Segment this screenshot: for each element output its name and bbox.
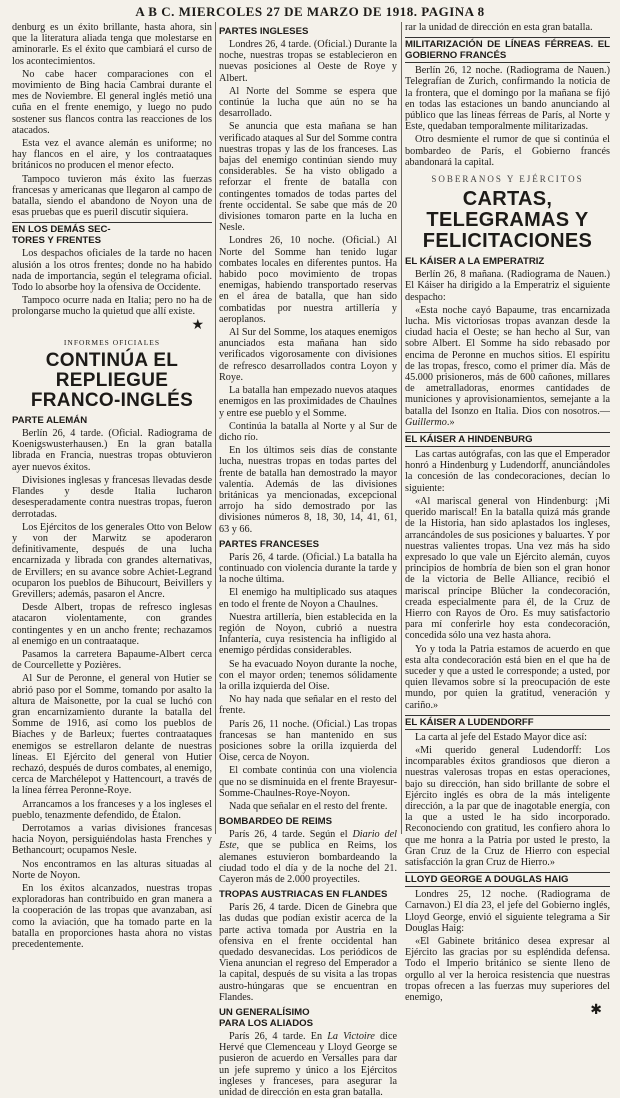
column-divider xyxy=(401,22,402,834)
subheading: EL KÁISER A LA EMPERATRIZ xyxy=(405,256,545,268)
paragraph: El enemigo ha multiplicado sus ataques en todo el frente de Noyon a Chaulnes. xyxy=(219,587,397,610)
subheading: MILITARIZACIÓN DE LÍNEAS FÉRREAS. EL GOBIERNO FRANCÉS xyxy=(405,39,610,62)
paragraph: Tampoco ocurre nada en Italia; pero no ha de prolongarse mucho la quietud que allí existe. xyxy=(12,295,212,318)
subheading-line: TORES Y FRENTES xyxy=(12,235,102,247)
paragraph xyxy=(219,1031,397,1098)
subheading-line: EN LOS DEMÁS SEC- xyxy=(12,224,111,236)
paragraph: París 26, 11 noche. (Oficial.) Las tropas francesas se han mantenido en sus posiciones sobre la orilla izquierda del Oise, cerca de Noyon. xyxy=(219,718,397,764)
paragraph: Divisiones inglesas y francesas llevadas desde Flandes y desde Italia lucharon desesperadamente contra nuestras tropas, fueron derrotadas. xyxy=(12,474,212,520)
paragraph: «El Gabinete británico desea expresar al Ejército las gracias por su espléndida defensa. Todo el Imperio británico se siente lleno de orgullo al ver la heroica resistencia que nuestras tropas ofrecen a las fuerzas muy superiores del enemigo, xyxy=(405,936,610,1004)
paragraph: Al Norte del Somme se espera que continúe la lucha que aún no se ha desarrollado. xyxy=(219,85,397,120)
headline: CONTINÚA EL REPLIEGUE FRANCO-INGLÉS xyxy=(30,350,194,412)
paragraph: Al Sur del Somme, los ataques enemigos anunciados esta mañana han sido verificados vigorosamente con divisiones de refresco desarrollados contra Loyon y Roye. xyxy=(219,327,397,383)
headline: CARTAS, TELEGRAMAS Y FELICITACIONES xyxy=(422,188,593,253)
paragraph: Londres 26, 4 tarde. (Oficial.) Durante la noche, nuestras tropas se establecieron en nuevas posiciones al Oeste de Roye y Albert. xyxy=(219,39,397,84)
paragraph: París 26, 4 tarde. Dicen de Ginebra que las dudas que podían existir acerca de la parte activa tomada por Austria en la ofensiva en el frente occidental han quedado desvanecidas. Los periódicos de Viena anuncian el regreso del Emperador a la capital, después de su visita a las tropas austro-húngaras que se encuentran en Flandes. xyxy=(219,902,397,1003)
paragraph xyxy=(219,829,397,885)
newspaper-title: Diario del Este xyxy=(219,829,397,852)
newspaper-title: La Victoire xyxy=(327,1031,375,1043)
paragraph: Arrancamos a los franceses y a los ingleses el pueblo, tenazmente defendido, de Étalon. xyxy=(12,798,212,821)
column-3 xyxy=(405,22,610,1019)
text-run: .» xyxy=(446,416,455,428)
subheading xyxy=(12,222,212,246)
subheading: EL KÁISER A HINDENBURG xyxy=(405,432,610,447)
paragraph: Esta vez el avance alemán es uniforme; no hay flancos en el aire, y los contraataques británicos no producen el menor efecto. xyxy=(12,138,212,172)
paragraph: Los despachos oficiales de la tarde no hacen alusión a los otros frentes; donde no ha habido nada de importancia, según el telegrama oficial. Todo lo absorbe hoy la ofensiva de Occidente. xyxy=(12,248,212,294)
paragraph: Los Ejércitos de los generales Otto von Below y von der Marwitz se apoderaron definitivamente, después de una lucha encarnizada y librada con grandes alternativas, de Ervillers; en su avance sobre Achiet-Legrand ocuparon los pueblos de Bihucourt, Beivillers y Grevillers; además, pasaron el Ancre. xyxy=(12,521,212,600)
subheading: PARTES INGLESES xyxy=(219,26,309,37)
paragraph: Berlín 26, 4 tarde. (Oficial. Radiograma de Koenigswusterhausen.) En la gran batalla librada en Francia, nuestras tropas obtuvieron ayer nuevos éxitos. xyxy=(12,428,212,473)
paragraph: Desde Albert, tropas de refresco inglesas atacaron violentamente, con grandes contingentes y en un ancho frente; rechazamos al enemigo en un contraataque. xyxy=(12,602,212,647)
paragraph: En los últimos seis días de constante lucha, nuestras tropas en todas partes del frente de batalla han demostrado la mayor valentía. Además de las divisiones británicas ya mencionadas, excepcional arrojo ha sido demostrado por las divisiones números 8, 18, 30, 14, 41, 61, 63 y 66. xyxy=(219,445,397,535)
paragraph: rar la unidad de dirección en esta gran batalla. xyxy=(405,22,593,33)
masthead: A B C. MIERCOLES 27 DE MARZO DE 1918. PAGINA 8 xyxy=(135,4,485,19)
paragraph: Nada que señalar en el resto del frente. xyxy=(229,801,388,812)
paragraph: denburg es un éxito brillante, hasta ahora, sin que la literatura aliada tenga que molestarse en aminorarle. Es el éxito que cambiará el curso de los acontecimientos. xyxy=(12,22,212,67)
paragraph: Se ha evacuado Noyon durante la noche, con el mayor orden; tenemos sólidamente la orilla izquierda del Oise. xyxy=(219,658,397,692)
paragraph: París 26, 4 tarde. (Oficial.) La batalla ha continuado con violencia durante la tarde y la noche última. xyxy=(219,551,397,586)
paragraph: Pasamos la carretera Bapaume-Albert cerca de Courcellette y Pozières. xyxy=(12,648,212,672)
text-run: «Esta noche cayó Bapaume, tras encarnizada lucha. Mis victoriosas tropas avanzan desde la ciudad hacia el Oeste; se han hecho al Sur, van sobre Albert. El Somme ha sido rebasado por encima de Peronne en muchos sitios. El espíritu de las tropas, fresco, como el primer día. Más de 45.000 prisioneros, más de 600 cañones, millares de ametralladoras, enormes cantidades de municiones y aprovisionamientos, semejante a la batalla del Isonzo en Italia. Dios con nosotros.— xyxy=(405,304,610,417)
subheading-line: UN GENERALÍSIMO xyxy=(219,1007,310,1019)
paragraph: «Mi querido general Ludendorff: Los incomparables éxitos grandiosos que dieron a nuestras valerosas tropas en estas operaciones, bajo su dirección, han sido brillante de sobre el Ejército inglés es obra de la más inteligente dirección, a la par que de inagotable energía, con la que a usted le ha sido incorporado. Reconociendo con gratitud, les confiero ahora lo que me honra a la Patria por usted le presto, la Gran Cruz de la Cruz de Hierro con especial satisfacción la gran Cruz de Hierro.» xyxy=(405,744,610,868)
subheading: PARTE ALEMÁN xyxy=(12,415,88,427)
paragraph: Berlín 26, 8 mañana. (Radiograma de Nauen.) El Káiser ha dirigido a la Emperatriz el siguiente despacho: xyxy=(405,269,610,303)
paragraph: Londres 26, 10 noche. (Oficial.) Al Norte del Somme han tenido lugar combates locales en diferentes puntos. Ha habido poco movimiento de tropas enemigas, habiendo transportado reservas en el área de batalla, que han sido combatidas por nuestra artillería y aeroplanos. xyxy=(219,235,397,325)
paragraph: «Al mariscal general von Hindenburg: ¡Mi querido mariscal! En la batalla quizá más grande de la Historia, han sido aplastados los ingleses, arrancándoles de sus posiciones y baluartes. Y por nuestras valientes tropas. Una vez más ha sido expresado lo que vale un Ejército alemán, cuyos principios de hombría de bien son el gran honor de la victoria de Belle Alliance, recibió el mariscal príncipe Blücher la condecoración, creada especialmente para él, de la Cruz de Hierro con Rayos de Oro. Es muy satisfactorio para mí conferirle hoy esta condecoración, concedida sólo una vez hasta ahora. xyxy=(405,495,610,642)
section-label: INFORMES OFICIALES xyxy=(63,337,161,347)
text-run: , que se publica en Reims, los alemanes estuvieron bombardeando la ciudad todo el día y de la noche del 21. Cayeron más de 2.000 proyectiles. xyxy=(219,840,397,886)
text-run: dice Hervé que Clemenceau y Lloyd George se pusieron de acuerdo en Versalles para dar un jefe supremo y único a los Ejércitos ingleses y franceses, para asegurar la unidad de dirección en esta gran batalla. xyxy=(219,1031,397,1098)
paragraph: La carta al jefe del Estado Mayor dice así: xyxy=(415,731,587,743)
paragraph: Nuestra artillería, bien establecida en la región de Noyon, cubrió a nuestra Infantería, cuya resistencia ha infligido al enemigo pérdidas considerables. xyxy=(219,611,397,657)
paragraph: La batalla han empezado nuevos ataques enemigos en las proximidades de Chaulnes y entre ese pueblo y el Somme. xyxy=(219,385,397,419)
paragraph: Londres 25, 12 noche. (Radiograma de Carnavon.) El día 23, el jefe del Gobierno inglés, Lloyd George, envió el siguiente telegrama a Sir Douglas Haig: xyxy=(405,889,610,934)
signature-text: Guillermo xyxy=(405,416,447,428)
paragraph: Otro desmiente el rumor de que si continúa el bombardeo de París, el Gobierno francés abandonará la capital. xyxy=(405,134,610,168)
column-divider xyxy=(215,22,216,834)
subheading xyxy=(219,1007,397,1029)
column-1 xyxy=(12,22,212,951)
paragraph: Yo y toda la Patria estamos de acuerdo en que esta alta condecoración está bien en el que ha de suceder y que a usted le corresponde; a usted, por quien llevamos sobre sí la preocupación de este mundo, por quien la gratitud, veneración y cariño.» xyxy=(405,643,610,711)
section-label: SOBERANOS Y EJÉRCITOS xyxy=(431,174,584,185)
subheading: EL KÁISER A LUDENDORFF xyxy=(405,715,610,730)
star-ornament-icon: ✱ xyxy=(590,1003,602,1019)
paragraph: Al Sur de Peronne, el general von Hutier se abrió paso por el Somme, tomando por asalto la altura de Maisonette, por la cual se luchó con gran encarnizamiento durante la batalla del Somme de 1916, así como los pueblos de Biaches y de Barleux; fuertes contraataques enemigos se estrellaron delante de nuestras líneas. El Ejército del general von Hutier rechazó, después de duros combates, al enemigo, cerca de Marchélepot y Hattencourt, a través de la línea férrea Peronne-Roye. xyxy=(12,673,212,797)
paragraph: Las cartas autógrafas, con las que el Emperador honró a Hindenburg y Ludendorff, anunciándoles la concesión de las condecoraciones, decían lo siguiente: xyxy=(405,449,610,494)
subheading: PARTES FRANCESES xyxy=(219,538,320,550)
subheading: TROPAS AUSTRIACAS EN FLANDES xyxy=(219,889,388,901)
paragraph xyxy=(405,305,610,428)
paragraph: En los éxitos alcanzados, nuestras tropas exploradoras han contribuido en gran manera a la cooperación de las tropas que avanzaban, así como la aviación, que ha tomado parte en la batalla en proporciones hasta ahora no vistas precedentemente. xyxy=(12,883,212,951)
subheading-line: PARA LOS ALIADOS xyxy=(219,1018,313,1030)
paragraph: El combate continúa con una violencia que no se disminuida en el frente Brayesur-Somme-Chaulnes-Roye-Noyon. xyxy=(219,765,397,799)
paragraph: Derrotamos a varias divisiones francesas hacia Noyon, persiguiéndolas hasta Frenches y Bethancourt; ocupamos Nesle. xyxy=(12,822,212,857)
star-ornament-icon: ★ xyxy=(191,317,204,333)
paragraph: Continúa la batalla al Norte y al Sur de dicho río. xyxy=(219,420,397,443)
text-run: París 26, 4 tarde. Según el xyxy=(229,829,353,841)
text-run: París 26, 4 tarde. En xyxy=(229,1031,328,1043)
paragraph: No hay nada que señalar en el resto del frente. xyxy=(219,694,397,717)
paragraph: Nos encontramos en las alturas situadas al Norte de Noyon. xyxy=(12,858,212,881)
subheading: LLOYD GEORGE A DOUGLAS HAIG xyxy=(405,872,610,887)
paragraph: Tampoco tuvieron más éxito las fuerzas francesas y americanas que llegaron al campo de batalla, siendo el abandono de Noyon una de esas pruebas que es pueril discutir siquiera. xyxy=(12,173,212,219)
paragraph: Se anuncia que esta mañana se han verificado ataques al Sur del Somme contra nuestras tropas y las de los franceses. Las bajas del enemigo continúan siendo muy considerables. Se ha visto obligado a reforzar el frente de batalla con contingentes tomados de todas partes del frente occidental. Se sabe que más de 20 divisiones tomaron parte en la lucha en Nesle. xyxy=(219,121,397,234)
column-2 xyxy=(219,22,397,1098)
subheading: BOMBARDEO DE REIMS xyxy=(219,816,332,828)
paragraph: No cabe hacer comparaciones con el movimiento de Bing hacia Cambrai durante el mes de Noviembre. El general inglés metió una cuña en el frente enemigo, y luego no pudo sostener sus flancos contra las reacciones de los atacados. xyxy=(12,68,212,136)
paragraph: Berlín 26, 12 noche. (Radiograma de Nauen.) Telegrafían de Zurich, confirmando la noticia de la frontera, que el domingo por la mañana se fijó en todas las estaciones un bando anunciando al público que las líneas férreas de París, al Norte y Este, quedaban temporalmente militarizadas. xyxy=(405,65,610,133)
